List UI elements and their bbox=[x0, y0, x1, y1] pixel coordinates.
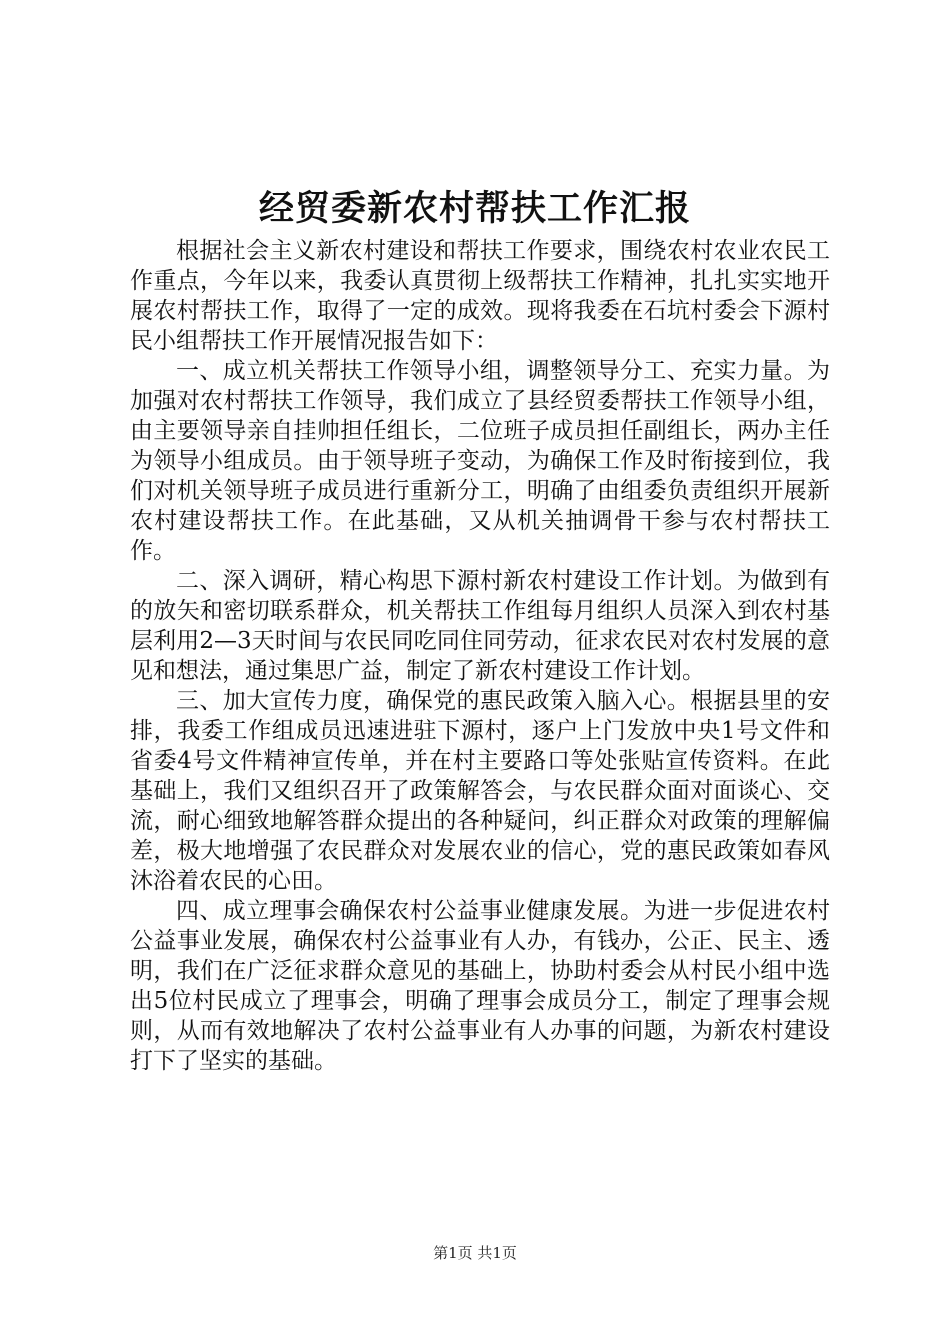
paragraph-intro: 根据社会主义新农村建设和帮扶工作要求，围绕农村农业农民工作重点，今年以来，我委认真贯彻上级帮扶工作精神，扎扎实实地开展农村帮扶工作，取得了一定的成效。现将我委在石坑村委会下源村民小组帮扶工作开展情况报告如下： bbox=[130, 238, 830, 354]
paragraph-section-2: 二、深入调研，精心构思下源村新农村建设工作计划。为做到有的放矢和密切联系群众，机关帮扶工作组每月组织人员深入到农村基层利用2—3天时间与农民同吃同住同劳动，征求农民对农村发展的意见和想法，通过集思广益，制定了新农村建设工作计划。 bbox=[130, 568, 830, 684]
paragraph-section-1: 一、成立机关帮扶工作领导小组，调整领导分工、充实力量。为加强对农村帮扶工作领导，我们成立了县经贸委帮扶工作领导小组，由主要领导亲自挂帅担任组长，二位班子成员担任副组长，两办主任为领导小组成员。由于领导班子变动，为确保工作及时衔接到位，我们对机关领导班子成员进行重新分工，明确了由组委负责组织开展新农村建设帮扶工作。在此基础，又从机关抽调骨干参与农村帮扶工作。 bbox=[130, 358, 830, 564]
page-number-footer: 第1页 共1页 bbox=[433, 1244, 517, 1262]
document-body bbox=[130, 236, 830, 1076]
document-title: 经贸委新农村帮扶工作汇报 bbox=[258, 188, 691, 229]
paragraph-section-3: 三、加大宣传力度，确保党的惠民政策入脑入心。根据县里的安排，我委工作组成员迅速进驻下源村，逐户上门发放中央1号文件和省委4号文件精神宣传单，并在村主要路口等处张贴宣传资料。在此基础上，我们又组织召开了政策解答会，与农民群众面对面谈心、交流，耐心细致地解答群众提出的各种疑问，纠正群众对政策的理解偏差，极大地增强了农民群众对发展农业的信心，党的惠民政策如春风沐浴着农民的心田。 bbox=[130, 688, 830, 894]
paragraph-section-4: 四、成立理事会确保农村公益事业健康发展。为进一步促进农村公益事业发展，确保农村公益事业有人办，有钱办，公正、民主、透明，我们在广泛征求群众意见的基础上，协助村委会从村民小组中选出5位村民成立了理事会，明确了理事会成员分工，制定了理事会规则，从而有效地解决了农村公益事业有人办事的问题，为新农村建设打下了坚实的基础。 bbox=[130, 898, 830, 1074]
